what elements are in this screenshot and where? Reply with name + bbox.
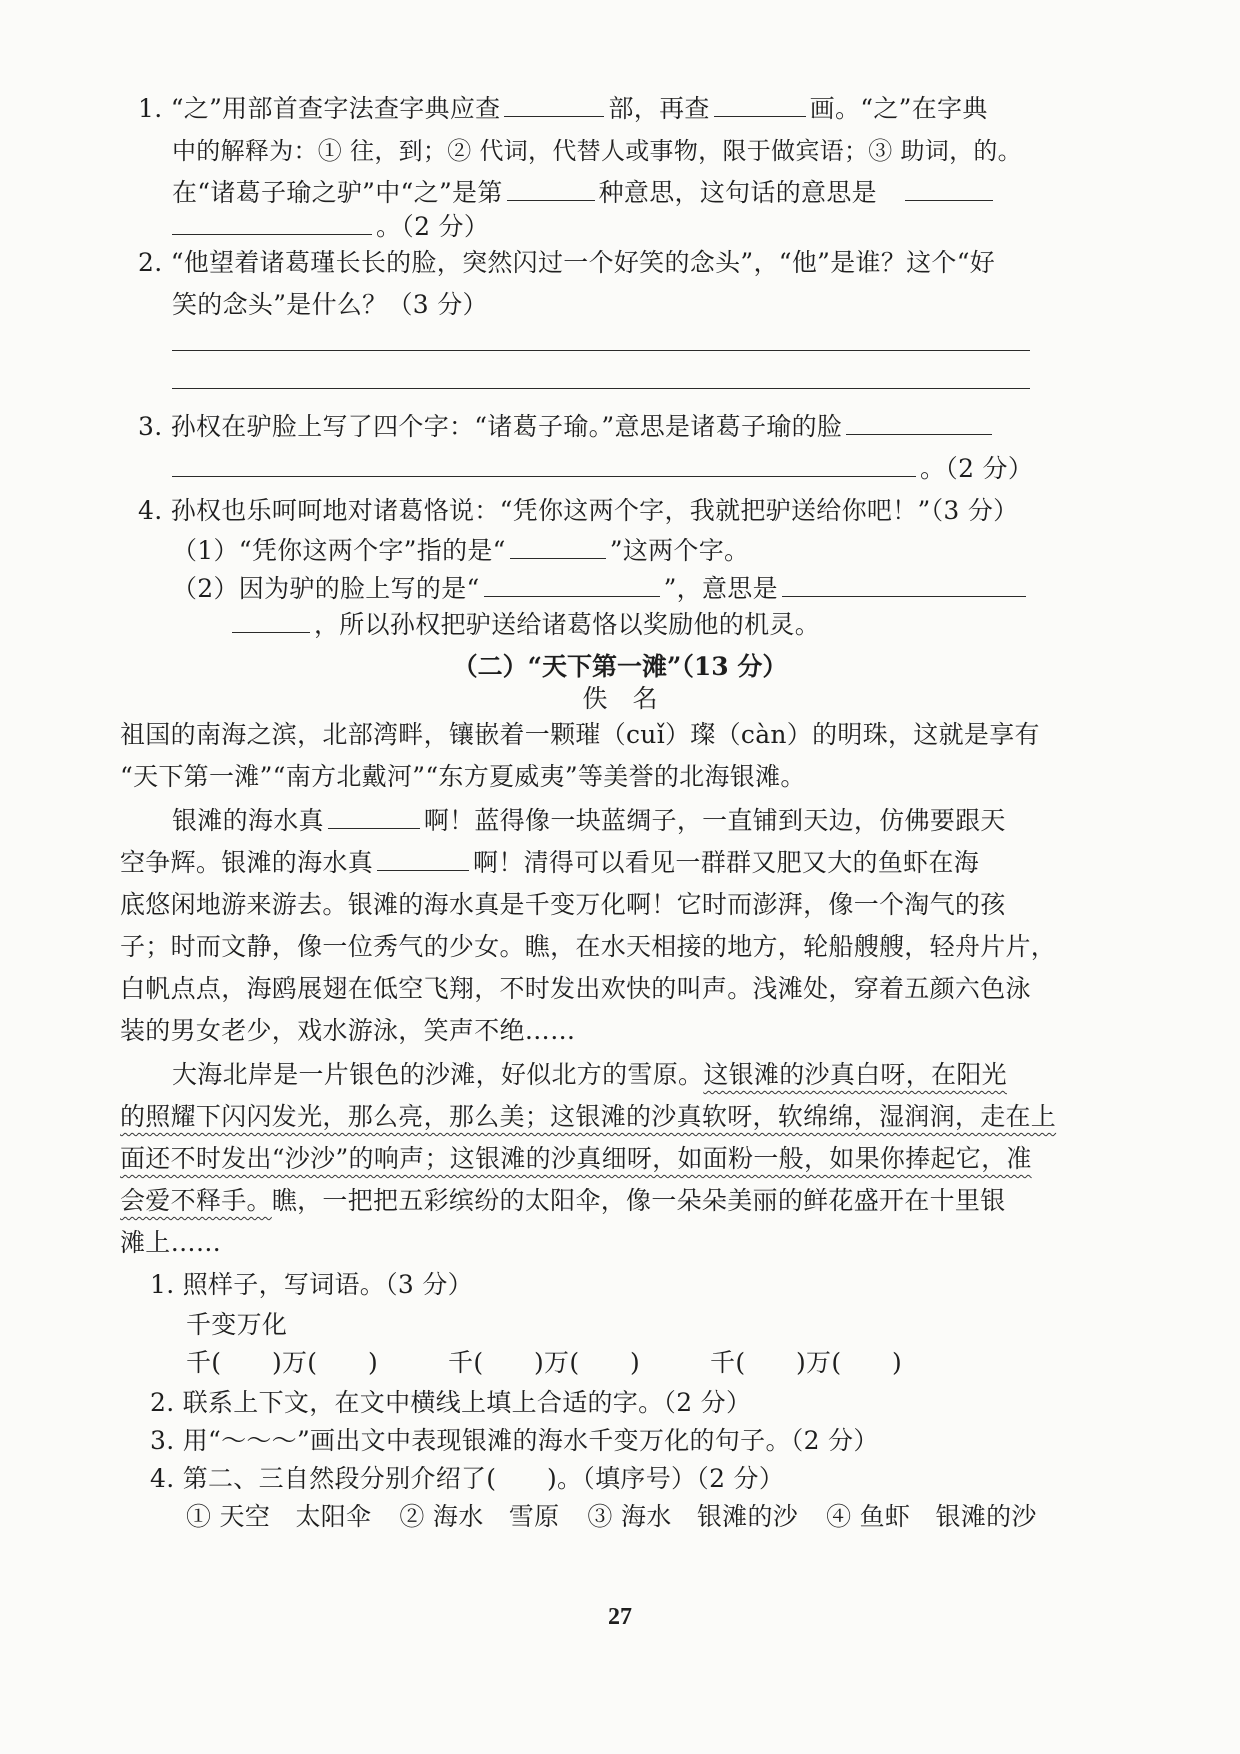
p2-line-5: 白帆点点，海鸥展翅在低空飞翔，不时发出欢快的叫声。浅滩处，穿着五颜六色泳 [120,974,1031,1003]
q4-written-blank[interactable] [484,574,660,597]
p2-q4: 4. 第二、三自然段分别介绍了( )。（填序号）（2 分） [150,1464,785,1493]
q1-line-4: 。（2 分） [172,210,489,244]
q2-line-1: 2. “他望着诸葛瑾长长的脸，突然闪过一个好笑的念头”，“他”是谁？这个“好 [138,248,996,277]
p2-line-6: 装的男女老少，戏水游泳，笑声不绝…… [120,1016,576,1045]
q3-face-blank-cont[interactable] [172,454,916,477]
p3-wavy-segment-1: 这银滩的沙真白呀，在阳光 [703,1060,1007,1089]
word-blank-3[interactable]: 千( )万( ) [710,1348,903,1377]
q1-radical-blank[interactable] [504,94,604,117]
p2-blank-clear[interactable] [377,848,469,871]
p3-wavy-segment-3: 面还不时发出“沙沙”的响声；这银滩的沙真细呀，如面粉一般，如果你捧起它，准 [120,1144,1032,1173]
p3-line-4: 会爱不释手。瞧，一把把五彩缤纷的太阳伞，像一朵朵美丽的鲜花盛开在十里银 [120,1186,1006,1215]
passage-author: 佚 名 [582,684,658,713]
p3-line-1: 大海北岸是一片银色的沙滩，好似北方的雪原。这银滩的沙真白呀，在阳光 [172,1060,1007,1089]
option-2[interactable]: ② 海水 雪原 [399,1502,560,1531]
p2-q1-blanks-row [186,1346,902,1380]
q4-sub-2-cont: ，所以孙权把驴送给诸葛恪以奖励他的机灵。 [232,608,820,642]
p3-line-5: 滩上…… [120,1228,222,1257]
q4-two-chars-blank[interactable] [510,536,606,559]
q2-line-2: 笑的念头”是什么？（3 分） [172,290,488,319]
option-4[interactable]: ④ 鱼虾 银滩的沙 [826,1502,1037,1531]
option-3[interactable]: ③ 海水 银滩的沙 [587,1502,799,1531]
p1-line-2: “天下第一滩”“南方北戴河”“东方夏威夷”等美誉的北海银滩。 [120,762,806,791]
section-heading: （二）“天下第一滩”（13 分） [452,652,788,681]
p3-line-2 [120,1100,1056,1134]
p3-wavy-segment-4: 会爱不释手。 [120,1186,272,1215]
q1-line-2: 中的解释为：① 往，到；② 代词，代替人或事物，限于做宾语；③ 助词，的。 [172,137,1022,165]
q3-line-2: 。（2 分） [172,452,1033,486]
p1-line-1: 祖国的南海之滨，北部湾畔，镶嵌着一颗璀（cuǐ）璨（càn）的明珠，这就是享有 [120,720,1040,749]
q1-sentence-meaning-blank[interactable] [905,178,993,201]
p3-wavy-segment-2: 的照耀下闪闪发光，那么亮，那么美；这银滩的沙真软呀，软绵绵，湿润润，走在上 [120,1102,1057,1131]
word-blank-2[interactable]: 千( )万( ) [448,1348,641,1377]
p2-q2: 2. 联系上下文，在文中横线上填上合适的字。（2 分） [150,1388,752,1417]
q2-answer-line-1[interactable] [172,350,1030,351]
q1-meaning-number-blank[interactable] [507,178,595,201]
p2-blank-blue[interactable] [328,806,420,829]
q1-line-3: 在“诸葛子瑜之驴”中“之”是第 种意思，这句话的意思是 [172,176,997,210]
p2-line-4: 子；时而文静，像一位秀气的少女。瞧，在水天相接的地方，轮船艘艘，轻舟片片， [120,932,1057,961]
q3-line-1: 3. 孙权在驴脸上写了四个字：“诸葛子瑜。”意思是诸葛子瑜的脸 [138,410,996,444]
p2-q4-options [186,1500,1037,1534]
p2-line-2: 空争辉。银滩的海水真 啊！清得可以看见一群群又肥又大的鱼虾在海 [120,848,980,877]
q4-meaning-blank[interactable] [782,574,1026,597]
q4-sub-2: （2）因为驴的脸上写的是“ ”，意思是 [172,572,1030,606]
q1-sentence-meaning-blank-cont[interactable] [172,212,372,235]
q1-line-1: 1. “之”用部首查字法查字典应查 部，再查 画。“之”在字典 [138,94,988,123]
p2-q3: 3. 用“～～～”画出文中表现银滩的海水千变万化的句子。（2 分） [150,1426,879,1455]
q4-line-1: 4. 孙权也乐呵呵地对诸葛恪说：“凭你这两个字，我就把驴送给你吧！”（3 分） [138,496,1019,525]
q4-meaning-blank-cont[interactable] [232,610,310,633]
p2-q1-example: 千变万化 [186,1310,288,1339]
q3-face-blank[interactable] [846,412,992,435]
p2-line-1: 银滩的海水真 啊！蓝得像一块蓝绸子，一直铺到天边，仿佛要跟天 [172,806,1006,835]
word-blank-1[interactable]: 千( )万( ) [186,1348,379,1377]
page-number: 27 [608,1604,632,1630]
q1-strokes-blank[interactable] [714,94,806,117]
option-1[interactable]: ① 天空 太阳伞 [186,1502,372,1531]
p3-line-3 [120,1142,1032,1176]
q2-answer-line-2[interactable] [172,388,1030,389]
q4-sub-1: （1）“凭你这两个字”指的是“ ”这两个字。 [172,536,750,565]
p2-line-3: 底悠闲地游来游去。银滩的海水真是千变万化啊！它时而澎湃，像一个淘气的孩 [120,890,1006,919]
p2-q1: 1. 照样子，写词语。（3 分） [150,1270,473,1299]
